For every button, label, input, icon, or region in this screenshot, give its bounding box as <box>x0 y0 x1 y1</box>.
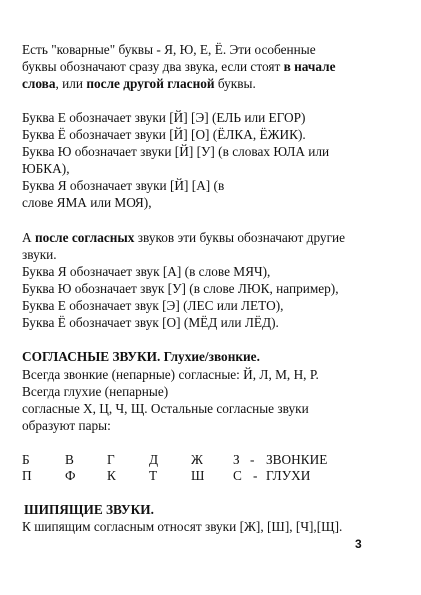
consonants-rest-line: согласные Х, Ц, Ч, Щ. Остальные согласные звуки <box>22 401 309 416</box>
rule-yu-start-cont: ЮБКА), <box>22 161 70 176</box>
voiced-letter: З <box>233 452 240 467</box>
hissing-heading: ШИПЯЩИЕ ЗВУКИ. <box>24 502 154 517</box>
after-consonants-line-2: звуки. <box>22 247 57 262</box>
rule-e-start: Буква Е обозначает звуки [Й] [Э] (ЕЛЬ или ЕГОР) <box>22 110 306 125</box>
rule-e-after: Буква Е обозначает звук [Э] (ЛЕС или ЛЕТО), <box>22 298 284 313</box>
after-consonants-emphasis: после согласных <box>34 230 135 245</box>
rule-yu-after: Буква Ю обозначает звук [У] (в слове ЛЮК, например), <box>22 281 339 296</box>
voiced-letter: Ж <box>191 452 203 467</box>
intro-line-2: буквы обозначают сразу два звука, если стоят в начале <box>22 59 336 74</box>
intro-emphasis-word: слова <box>22 76 56 91</box>
intro-line-1: Есть "коварные" буквы - Я, Ю, Е, Ё. Эти особенные <box>22 42 316 57</box>
intro-line-3: слова, или после другой гласной буквы. <box>22 76 256 91</box>
rule-yo-after: Буква Ё обозначает звук [О] (МЁД или ЛЁД). <box>22 315 279 330</box>
hissing-line: К шипящим согласным относят звуки [Ж], [Ш], [Ч],[Щ]. <box>22 519 343 534</box>
rule-ya-after: Буква Я обозначает звук [А] (в слове МЯЧ), <box>22 264 271 279</box>
voiced-label: ЗВОНКИЕ <box>266 452 328 467</box>
rule-ya-start-cont: слове ЯМА или МОЯ), <box>22 195 152 210</box>
voiced-letter: Б <box>22 452 30 467</box>
intro-emphasis-start: в начале <box>283 59 336 74</box>
voiceless-letter: Т <box>149 468 158 483</box>
voiced-unpaired-line: Всегда звонкие (непарные) согласные: Й, Л, М, Н, Р. <box>22 367 319 382</box>
consonants-pairs-line: образуют пары: <box>22 418 111 433</box>
voiceless-dash: - <box>253 468 258 483</box>
rule-yu-start: Буква Ю обозначает звуки [Й] [У] (в словах ЮЛА или <box>22 144 330 159</box>
page-number: 3 <box>355 537 362 551</box>
voiceless-letter: Ш <box>191 468 205 483</box>
voiced-letter: Д <box>149 452 159 467</box>
rule-ya-start: Буква Я обозначает звуки [Й] [А] (в <box>22 178 225 193</box>
rule-yo-start: Буква Ё обозначает звуки [Й] [О] (ЁЛКА, ЁЖИК). <box>22 127 306 142</box>
voiceless-letter: П <box>22 468 32 483</box>
voiceless-label: ГЛУХИ <box>266 468 311 483</box>
voiced-letter: В <box>65 452 74 467</box>
voiceless-unpaired-line: Всегда глухие (непарные) <box>22 384 169 399</box>
voiceless-letter: К <box>107 468 116 483</box>
intro-emphasis-after-vowel: после другой гласной <box>86 76 215 91</box>
voiceless-letter: Ф <box>65 468 76 483</box>
consonants-heading: СОГЛАСНЫЕ ЗВУКИ. Глухие/звонкие. <box>22 349 260 364</box>
voiceless-letter: С <box>233 468 242 483</box>
voiced-letter: Г <box>107 452 115 467</box>
voiced-dash: - <box>250 452 255 467</box>
after-consonants-line-1: А после согласных звуков эти буквы обозначают другие <box>22 230 346 245</box>
